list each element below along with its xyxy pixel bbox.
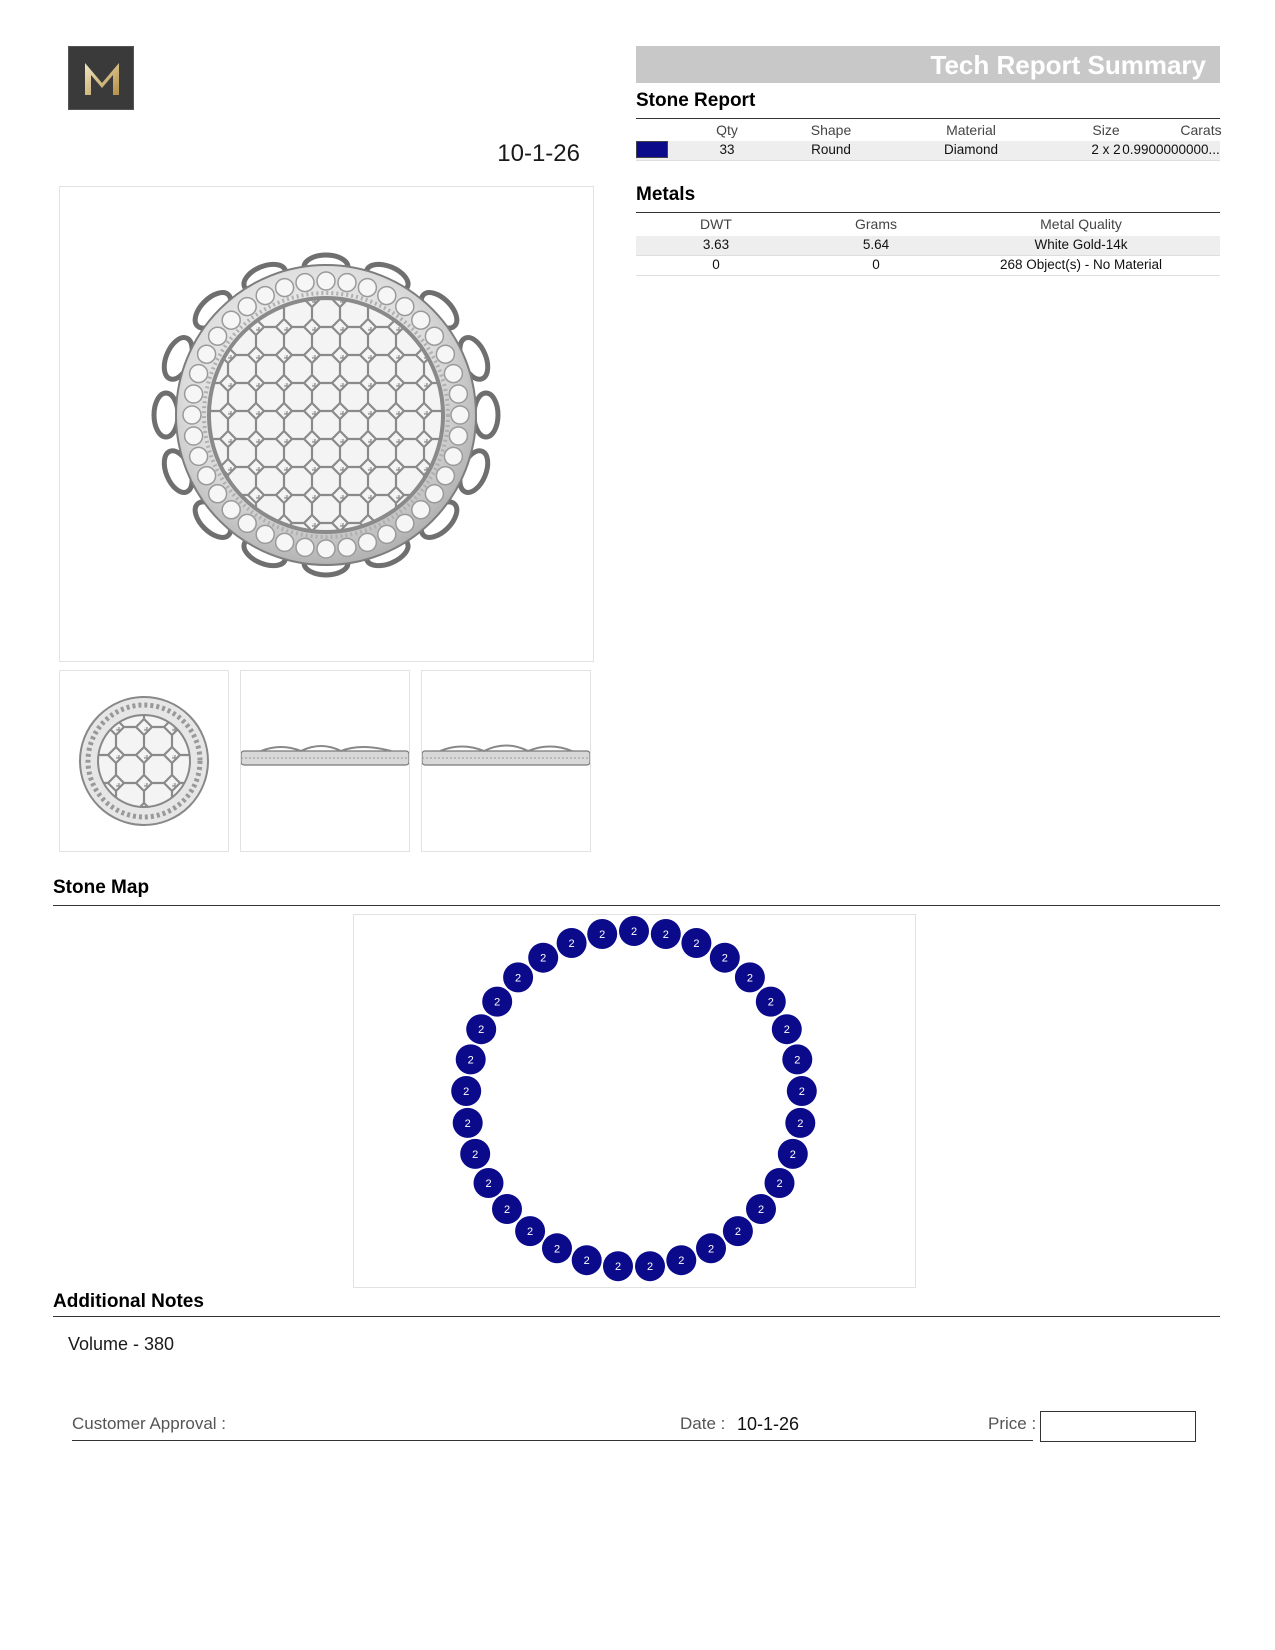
- col-qty: Qty: [716, 122, 738, 138]
- logo-mark-icon: [69, 47, 135, 111]
- ornament-bead: [209, 327, 227, 345]
- title-bar: [636, 46, 1220, 83]
- thumbnail-top-view[interactable]: [59, 670, 229, 852]
- stone-size-label: 2: [463, 1086, 470, 1098]
- col-shape: Shape: [810, 122, 852, 138]
- cell-grams: 0: [872, 257, 880, 272]
- ornament-bead: [222, 311, 240, 329]
- stone-size-label: 2: [540, 952, 547, 965]
- stone-marker: [451, 1076, 481, 1106]
- ornament-bead: [396, 298, 414, 316]
- ornament-bead: [185, 385, 203, 403]
- stone-size-label: 2: [472, 1148, 479, 1161]
- stone-map-rule: [53, 905, 1220, 906]
- stone-marker: [635, 1251, 665, 1281]
- stone-size-label: 2: [798, 1086, 805, 1098]
- notes-text: Volume - 380: [68, 1334, 175, 1354]
- ornament-bead: [412, 311, 430, 329]
- ornament-bead: [425, 485, 443, 503]
- approval-date-value: 10-1-26: [737, 1414, 800, 1434]
- table-row: [636, 256, 1220, 276]
- ornament-bead: [256, 287, 274, 305]
- stone-map-frame: [353, 914, 916, 1288]
- cell-metal-quality: 268 Object(s) - No Material: [999, 257, 1163, 272]
- table-row: [636, 141, 1220, 161]
- ornament-loop: [474, 393, 498, 437]
- company-logo: [68, 46, 134, 110]
- ornament-bead: [256, 525, 274, 543]
- thumbnail-side-view[interactable]: [240, 670, 410, 852]
- stone-marker: [619, 916, 649, 946]
- ornament-bead: [358, 279, 376, 297]
- stone-size-label: 2: [734, 1226, 741, 1239]
- stone-marker: [746, 1194, 776, 1224]
- ornament-bead: [317, 540, 335, 558]
- ornament-bead: [238, 514, 256, 532]
- cell-qty: 33: [719, 142, 735, 157]
- ornament-bead: [317, 272, 335, 290]
- cell-dwt: 0: [712, 257, 720, 272]
- col-size: Size: [1092, 122, 1120, 138]
- stone-marker: [785, 1108, 815, 1138]
- ornament-loop: [154, 393, 178, 437]
- cell-material: Diamond: [943, 142, 999, 157]
- ornament-bead: [238, 298, 256, 316]
- stone-size-label: 2: [797, 1117, 804, 1130]
- ornament-bead: [358, 533, 376, 551]
- stone-marker: [542, 1233, 572, 1263]
- stone-report-rule: [636, 118, 1220, 119]
- ornament-bead: [296, 538, 314, 556]
- stone-size-label: 2: [568, 938, 575, 950]
- ornament-bead: [451, 406, 469, 424]
- main-render-image: [59, 186, 594, 662]
- col-material: Material: [946, 122, 996, 138]
- cell-shape: Round: [811, 142, 851, 157]
- ornament-bead: [449, 385, 467, 403]
- approval-rule: [72, 1440, 1033, 1441]
- notes-title: Additional Notes: [53, 1291, 204, 1312]
- stone-size-label: 2: [503, 1204, 511, 1216]
- stone-marker: [782, 1044, 812, 1074]
- stone-marker: [787, 1076, 817, 1106]
- ornament-bead: [198, 467, 216, 485]
- stone-marker: [515, 1216, 545, 1246]
- cell-size: 2 x 2: [1091, 142, 1121, 157]
- stone-size-label: 2: [783, 1024, 790, 1037]
- price-input[interactable]: [1040, 1411, 1196, 1442]
- ornament-bead: [338, 274, 356, 292]
- ornament-bead: [425, 327, 443, 345]
- cell-grams: 5.64: [862, 237, 890, 252]
- stone-marker: [453, 1108, 483, 1138]
- stone-size-label: 2: [646, 1261, 654, 1274]
- approval-date-label: Date :: [680, 1414, 726, 1433]
- ornament-bead: [276, 279, 294, 297]
- ornament-bead: [190, 365, 208, 383]
- stone-marker: [474, 1168, 504, 1198]
- stone-marker: [557, 928, 587, 958]
- stone-marker: [587, 919, 617, 949]
- stone-size-label: 2: [757, 1204, 765, 1216]
- cell-carats: 0.9900000000...: [1122, 142, 1220, 157]
- ornament-bead: [436, 345, 454, 363]
- stone-marker: [735, 962, 765, 992]
- metals-title: Metals: [636, 184, 696, 205]
- stone-size-label: 2: [553, 1243, 561, 1256]
- stone-size-label: 2: [662, 929, 669, 941]
- stone-size-label: 2: [614, 1261, 622, 1274]
- report-date: 10-1-26: [497, 140, 580, 167]
- stone-size-label: 2: [599, 929, 606, 941]
- stone-marker: [482, 987, 512, 1017]
- pendant-front-view-icon: [422, 671, 590, 851]
- stone-marker: [681, 928, 711, 958]
- stone-map-title: Stone Map: [53, 877, 150, 898]
- cell-dwt: 3.63: [702, 237, 730, 252]
- ornament-bead: [412, 501, 430, 519]
- customer-approval-label: Customer Approval :: [72, 1414, 227, 1433]
- stone-size-label: 2: [776, 1178, 783, 1190]
- stone-size-label: 2: [485, 1178, 492, 1190]
- stone-marker: [651, 919, 681, 949]
- ornament-bead: [296, 274, 314, 292]
- thumbnail-front-view[interactable]: [421, 670, 591, 852]
- ornament-bead: [449, 427, 467, 445]
- stone-size-label: 2: [464, 1117, 471, 1130]
- col-dwt: DWT: [700, 216, 732, 232]
- stone-size-label: 2: [693, 938, 700, 950]
- ornament-bead: [396, 514, 414, 532]
- stone-marker: [696, 1233, 726, 1263]
- stone-marker: [778, 1139, 808, 1169]
- ornament-bead: [198, 345, 216, 363]
- stone-marker: [528, 943, 558, 973]
- stone-marker: [710, 943, 740, 973]
- col-carats: Carats: [1180, 122, 1222, 138]
- stone-size-label: 2: [515, 972, 522, 985]
- stone-marker: [503, 962, 533, 992]
- stone-size-label: 2: [707, 1243, 715, 1256]
- ornament-bead: [444, 447, 462, 465]
- table-row: [636, 236, 1220, 256]
- notes-rule: [53, 1316, 1220, 1317]
- stone-report-header: [636, 122, 1220, 142]
- stone-marker: [765, 1168, 795, 1198]
- stone-marker: [466, 1014, 496, 1044]
- stone-marker: [603, 1251, 633, 1281]
- stone-size-label: 2: [794, 1054, 801, 1067]
- stone-report-title: Stone Report: [636, 90, 756, 111]
- ornament-bead: [436, 467, 454, 485]
- stone-size-label: 2: [494, 996, 501, 1009]
- ornament-bead: [378, 525, 396, 543]
- stone-marker: [456, 1044, 486, 1074]
- stone-marker: [572, 1245, 602, 1275]
- pendant-thumbnail-icon: [60, 671, 228, 851]
- stone-size-label: 2: [678, 1255, 685, 1268]
- col-grams: Grams: [855, 216, 897, 232]
- stone-size-label: 2: [721, 952, 728, 965]
- stone-marker: [723, 1216, 753, 1246]
- ornament-bead: [183, 406, 201, 424]
- stone-size-label: 2: [583, 1255, 590, 1268]
- stone-size-label: 2: [478, 1024, 485, 1037]
- ornament-bead: [276, 533, 294, 551]
- stone-marker: [772, 1014, 802, 1044]
- stone-size-label: 2: [746, 972, 753, 985]
- metals-header: [636, 216, 1220, 236]
- stone-size-label: 2: [467, 1054, 474, 1067]
- ornament-bead: [222, 501, 240, 519]
- report-title: Tech Report Summary: [930, 50, 1206, 80]
- stone-marker: [756, 987, 786, 1017]
- ornament-bead: [444, 365, 462, 383]
- stone-size-label: 2: [527, 1226, 534, 1239]
- ornament-bead: [378, 287, 396, 305]
- stone-size-label: 2: [630, 926, 638, 938]
- ornament-bead: [190, 447, 208, 465]
- col-metal-quality: Metal Quality: [1040, 216, 1122, 232]
- pendant-side-view-icon: [241, 671, 409, 851]
- stone-color-swatch: [636, 141, 668, 158]
- stone-marker: [666, 1245, 696, 1275]
- stone-size-label: 2: [789, 1148, 796, 1161]
- ornament-bead: [185, 427, 203, 445]
- price-label: Price :: [988, 1414, 1037, 1433]
- pendant-top-view-icon: [60, 187, 593, 661]
- stone-size-label: 2: [767, 996, 774, 1009]
- metals-rule: [636, 212, 1220, 213]
- stone-map-diagram: [354, 915, 915, 1287]
- stone-marker: [492, 1194, 522, 1224]
- ornament-bead: [209, 485, 227, 503]
- stone-marker: [460, 1139, 490, 1169]
- ornament-bead: [338, 538, 356, 556]
- cell-metal-quality: White Gold-14k: [1034, 237, 1128, 252]
